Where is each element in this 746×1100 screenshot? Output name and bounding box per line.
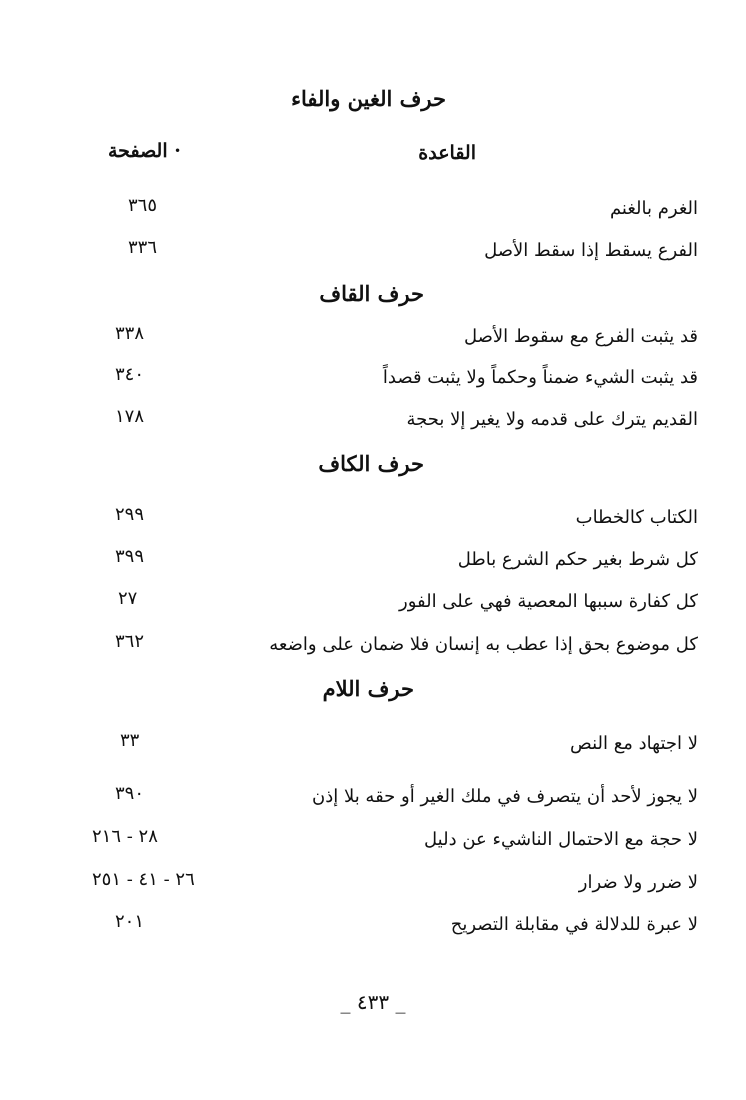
index-entry-rule: لا حجة مع الاحتمال الناشيء عن دليل: [424, 829, 698, 850]
index-entry-rule: قد يثبت الفرع مع سقوط الأصل: [463, 326, 698, 347]
section-title-kaf: حرف الكاف: [318, 451, 424, 476]
index-entry-rule: لا اجتهاد مع النص: [570, 733, 698, 754]
index-entry-page: ٢٨ - ٢١٦: [92, 826, 158, 847]
section-title-qaf: حرف القاف: [319, 281, 424, 306]
index-entry-rule: الغرم بالغنم: [609, 198, 698, 219]
index-entry-rule: القديم يترك على قدمه ولا يغير إلا بحجة: [406, 409, 698, 430]
index-entry-page: ٢٠١: [115, 911, 145, 932]
index-entry-page: ٣٣: [120, 730, 140, 751]
index-entry-rule: لا يجوز لأحد أن يتصرف في ملك الغير أو حقه بلا إذن: [312, 786, 698, 807]
index-entry-rule: لا ضرر ولا ضرار: [578, 872, 698, 893]
index-entry-page: ١٧٨: [115, 406, 145, 427]
index-entry-rule: كل شرط بغير حكم الشرع باطل: [457, 549, 698, 570]
index-entry-page: ٣٦٥: [128, 195, 158, 216]
index-entry-rule: كل موضوع بحق إذا عطب به إنسان فلا ضمان على واضعه: [269, 634, 698, 655]
section-title-ghayn-fa: حرف الغين والفاء: [291, 86, 446, 111]
index-entry-page: ٣٤٠: [115, 364, 145, 385]
index-entry-page: ٣٦٢: [115, 631, 145, 652]
page-number: _ ٤٣٣ _: [340, 990, 406, 1014]
index-entry-rule: الفرع يسقط إذا سقط الأصل: [484, 240, 698, 261]
section-title-lam: حرف اللام: [322, 676, 414, 701]
index-entry-rule: الكتاب كالخطاب: [575, 507, 698, 528]
index-entry-page: ٢٧: [118, 588, 138, 609]
column-header-rule: القاعدة: [418, 142, 476, 164]
index-entry-page: ٣٩٩: [115, 546, 145, 567]
column-header-page: · الصفحة: [108, 140, 181, 162]
index-entry-rule: لا عبرة للدلالة في مقابلة التصريح: [450, 914, 698, 935]
index-entry-page: ٣٩٠: [115, 783, 145, 804]
index-entry-page: ٢٩٩: [115, 504, 145, 525]
index-entry-rule: قد يثبت الشيء ضمناً وحكماً ولا يثبت قصداً: [382, 367, 698, 388]
index-entry-rule: كل كفارة سببها المعصية فهي على الفور: [399, 591, 698, 612]
index-entry-page: ٢٦ - ٤١ - ٢٥١: [92, 869, 195, 890]
index-entry-page: ٣٣٦: [128, 237, 158, 258]
index-entry-page: ٣٣٨: [115, 323, 145, 344]
